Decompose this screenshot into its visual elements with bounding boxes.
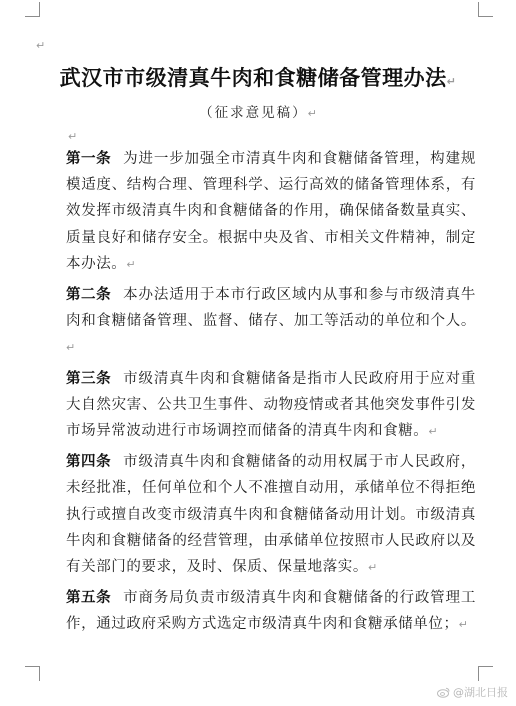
article-5 bbox=[66, 585, 476, 638]
paragraph-mark-icon: ↵ bbox=[446, 75, 457, 88]
paragraph-mark-icon: ↵ bbox=[68, 130, 78, 143]
watermark-text: @湖北日报 bbox=[453, 686, 508, 699]
article-4 bbox=[66, 449, 476, 581]
article-2-text: 本办法适用于本市行政区域内从事和参与市级清真牛肉和食糖储备管理、监督、储存、加工等活动的单位和个人。 bbox=[66, 287, 476, 330]
paragraph-mark-icon: ↵ bbox=[66, 341, 76, 355]
crop-mark-top-left bbox=[25, 2, 40, 17]
document-title-text: 武汉市市级清真牛肉和食糖储备管理办法 bbox=[59, 66, 447, 90]
article-2-label: 第二条 bbox=[66, 287, 112, 304]
article-1-label: 第一条 bbox=[66, 151, 112, 167]
weibo-logo-icon bbox=[437, 687, 450, 698]
crop-mark-top-right bbox=[478, 2, 493, 17]
article-2 bbox=[66, 282, 476, 362]
article-1 bbox=[66, 146, 476, 278]
paragraph-mark-icon: ↵ bbox=[428, 425, 439, 439]
article-1-text: 为进一步加强全市清真牛肉和食糖储备管理，构建规模适度、结构合理、管理科学、运行高效的储备管理体系，有效发挥市级清真牛肉和食糖储备的作用，确保储备数量真实、质量良好和储存安全。根据中央及省、市相关文件精神，制定本办法。 bbox=[66, 151, 476, 272]
weibo-watermark bbox=[437, 684, 508, 700]
document-subtitle bbox=[0, 101, 516, 121]
paragraph-mark-icon: ↵ bbox=[126, 257, 137, 271]
article-5-text: 市商务局负责市级清真牛肉和食糖储备的行政管理工作，通过政府采购方式选定市级清真牛肉和食糖承储单位； bbox=[66, 590, 476, 633]
document-body bbox=[66, 146, 476, 639]
crop-mark-bottom-right bbox=[478, 666, 493, 681]
paragraph-mark-icon: ↵ bbox=[368, 561, 378, 575]
paragraph-mark-icon: ↵ bbox=[36, 39, 46, 52]
paragraph-mark-icon: ↵ bbox=[307, 107, 317, 120]
article-3-label: 第三条 bbox=[66, 370, 112, 387]
article-3-text: 市级清真牛肉和食糖储备是指市人民政府用于应对重大自然灾害、公共卫生事件、动物疫情或者其他突发事件引发市场异常波动进行市场调控而储备的清真牛肉和食糖。 bbox=[66, 370, 476, 440]
document-subtitle-text: （征求意见稿） bbox=[199, 105, 308, 121]
article-3 bbox=[66, 366, 476, 446]
paragraph-mark-icon: ↵ bbox=[458, 618, 469, 632]
article-4-label: 第四条 bbox=[66, 454, 112, 471]
document-title bbox=[0, 62, 516, 92]
article-4-text: 市级清真牛肉和食糖储备的动用权属于市人民政府，未经批准，任何单位和个人不准擅自动用，承储单位不得拒绝执行或擅自改变市级清真牛肉和食糖储备动用计划。市级清真牛肉和食糖储备的经营管理，由承储单位按照市人民政府以及有关部门的要求，及时、保质、保量地落实。 bbox=[66, 454, 476, 576]
crop-mark-bottom-left bbox=[25, 666, 40, 681]
article-5-label: 第五条 bbox=[66, 590, 112, 607]
